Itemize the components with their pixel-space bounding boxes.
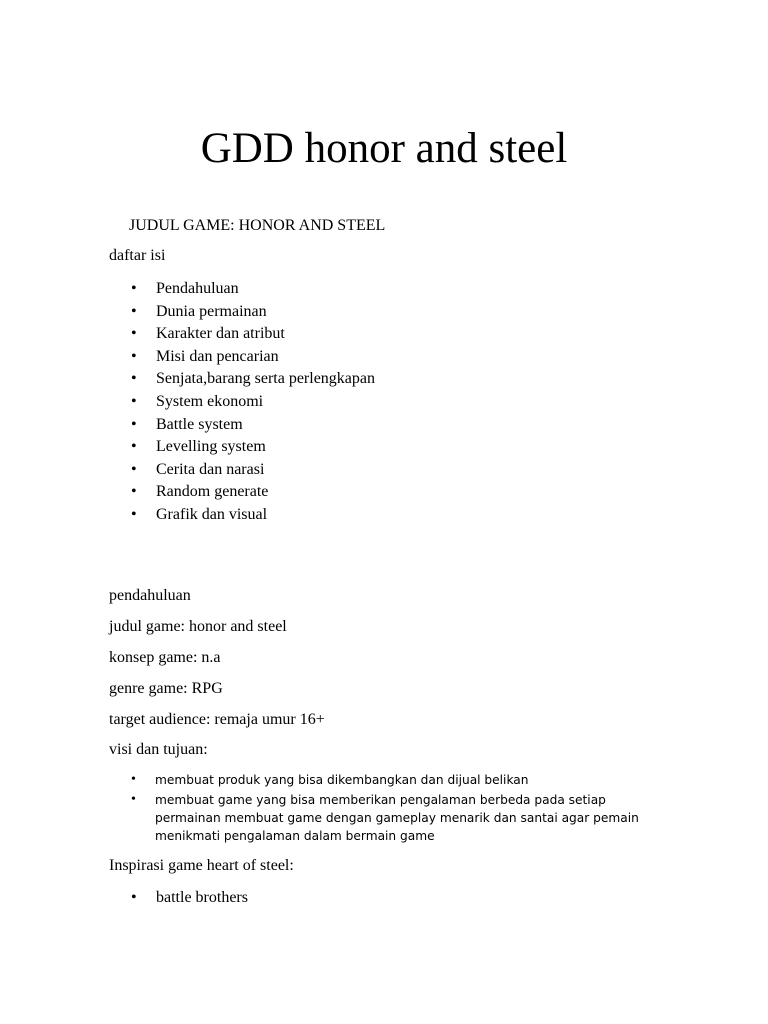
visi-item: • membuat produk yang bisa dikembangkan dan dijual belikan — [0, 771, 645, 789]
judul-line: judul game: honor and steel — [109, 618, 287, 635]
toc-item-random: • Random generate — [0, 481, 375, 504]
inspirasi-list — [0, 887, 248, 909]
toc-item-cerita: • Cerita dan narasi — [0, 459, 375, 482]
inspirasi-heading: Inspirasi game heart of steel: — [109, 857, 294, 874]
game-title-line: JUDUL GAME: HONOR AND STEEL — [129, 217, 386, 234]
target-line: target audience: remaja umur 16+ — [109, 711, 325, 728]
genre-line: genre game: RPG — [109, 680, 223, 697]
toc-item-karakter: • Karakter dan atribut — [0, 323, 375, 346]
inspirasi-item: • battle brothers — [0, 887, 248, 909]
toc-item-ekonomi: • System ekonomi — [0, 391, 375, 414]
toc-item-levelling: • Levelling system — [0, 436, 375, 459]
toc-heading: daftar isi — [109, 247, 166, 264]
section-heading: pendahuluan — [109, 587, 191, 604]
visi-heading: visi dan tujuan: — [109, 741, 208, 758]
document-title: GDD honor and steel — [200, 125, 568, 172]
visi-list — [0, 771, 768, 847]
toc-item-grafik: • Grafik dan visual — [0, 504, 375, 527]
visi-item: • membuat game yang bisa memberikan pengalaman berbeda pada setiap permainan membuat game dengan gameplay menarik dan santai agar pemain menikmati pengalaman dalam bermain game — [0, 791, 645, 845]
toc-item-senjata: • Senjata,barang serta perlengkapan — [0, 368, 375, 391]
toc-item-misi: • Misi dan pencarian — [0, 346, 375, 369]
konsep-line: konsep game: n.a — [109, 649, 221, 666]
toc-item-battle: • Battle system — [0, 414, 375, 437]
toc-list — [0, 278, 375, 527]
toc-item-dunia-permainan: • Dunia permainan — [0, 301, 375, 324]
toc-item-pendahuluan: • Pendahuluan — [0, 278, 375, 301]
